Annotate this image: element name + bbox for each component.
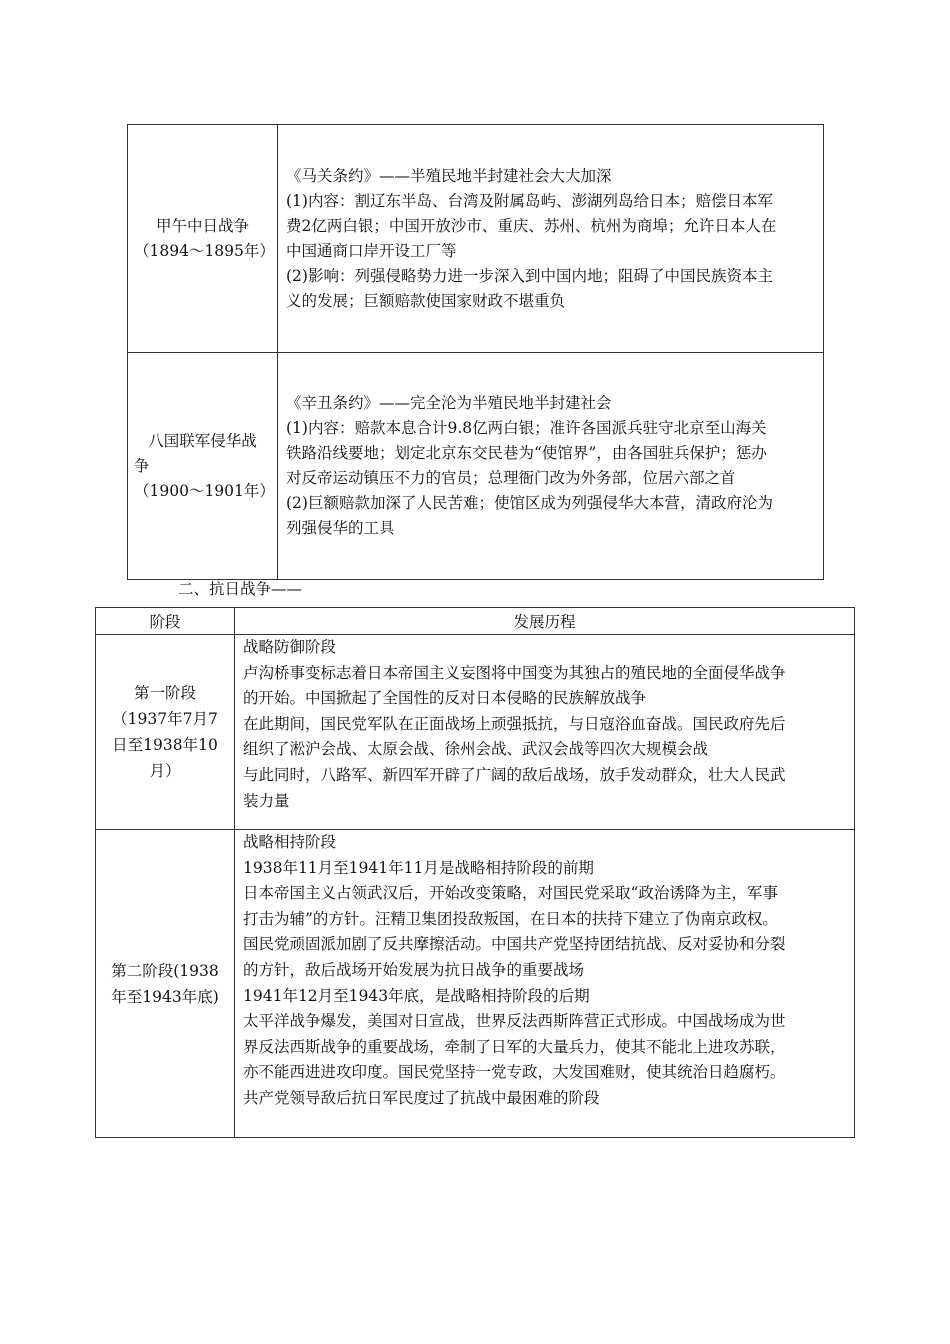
text-line: 的方针，敌后战场开始发展为抗日战争的重要战场 <box>243 960 585 979</box>
table-row <box>128 353 824 580</box>
text-line: 1938年11月至1941年11月是战略相持阶段的前期 <box>243 858 594 877</box>
stage-period: 月） <box>149 762 181 780</box>
table-row <box>128 125 824 353</box>
text-line: 共产党领导敌后抗日军民度过了抗战中最困难的阶段 <box>243 1088 600 1107</box>
text-line: 与此同时，八路军、新四军开辟了广阔的敌后战场，放手发动群众，壮大人民武 <box>243 765 786 784</box>
header-stage: 阶段 <box>96 608 235 635</box>
history-cell <box>235 635 855 830</box>
text-line: 铁路沿线要地；划定北京东交民巷为“使馆界”，由各国驻兵保护；惩办 <box>286 444 767 462</box>
text-line: 费2亿两白银；中国开放沙市、重庆、苏州、杭州为商埠；允许日本人在 <box>286 216 777 235</box>
war-treaty-cell <box>278 353 824 580</box>
text-line: 义的发展；巨额赔款使国家财政不堪重负 <box>286 291 566 310</box>
text-line: 组织了淞沪会战、太原会战、徐州会战、武汉会战等四次大规模会战 <box>243 740 709 759</box>
stage-name: 第二阶段(1938 <box>111 961 219 980</box>
text-line: 在此期间，国民党军队在正面战场上顽强抵抗，与日寇浴血奋战。国民政府先后 <box>243 714 786 733</box>
war-name-cell <box>128 353 278 580</box>
phase-title: 战略防御阶段 <box>243 638 337 656</box>
stage-period: 年至1943年底) <box>111 987 219 1006</box>
treaty-title: 《马关条约》——半殖民地半封建社会大大加深 <box>286 166 612 185</box>
phase-title: 战略相持阶段 <box>243 833 337 851</box>
history-cell <box>235 830 855 1138</box>
text-line: 亦不能西进进攻印度。国民党坚持一党专政，大发国难财，使其统治日趋腐朽。 <box>243 1063 786 1082</box>
text-line: 国民党顽固派加剧了反共摩擦活动。中国共产党坚持团结抗战、反对妥协和分裂 <box>243 935 786 954</box>
text-line: 打击为辅”的方针。汪精卫集团投敌叛国，在日本的扶持下建立了伪南京政权。 <box>243 909 778 928</box>
text-line: (2)巨额赔款加深了人民苦难；使馆区成为列强侵华大本营，清政府沦为 <box>286 494 773 512</box>
text-line: (2)影响：列强侵略势力进一步深入到中国内地；阻碍了中国民族资本主 <box>286 266 773 285</box>
resistance-table <box>95 607 855 1138</box>
text-line: 1941年12月至1943年底，是战略相持阶段的后期 <box>243 986 590 1005</box>
text-line: 日本帝国主义占领武汉后，开始改变策略，对国民党采取“政治诱降为主，军事 <box>243 884 778 903</box>
header-history: 发展历程 <box>235 608 855 635</box>
section-heading: 二、抗日战争—— <box>178 580 303 598</box>
text-line: 列强侵华的工具 <box>286 519 395 537</box>
war-name: 八国联军侵华战 <box>148 431 257 450</box>
stage-name: 第一阶段 <box>133 684 196 702</box>
table-row <box>96 830 855 1138</box>
text-line: 装力量 <box>243 791 290 810</box>
text-line: 对反帝运动镇压不力的官员；总理衙门改为外务部，位居六部之首 <box>286 469 736 487</box>
table-header-row <box>96 608 855 635</box>
text-line: 中国通商口岸开设工厂等 <box>286 241 457 260</box>
text-line: (1)内容：割辽东半岛、台湾及附属岛屿、澎湖列岛给日本；赔偿日本军 <box>286 191 773 210</box>
text-line: 的开始。中国掀起了全国性的反对日本侵略的民族解放战争 <box>243 689 647 708</box>
stage-period: （1937年7月7 <box>112 710 218 728</box>
stage-period: 日至1938年10 <box>112 736 218 754</box>
stage-cell <box>96 635 235 830</box>
text-line: 界反法西斯战争的重要战场，牵制了日军的大量兵力，使其不能北上进攻苏联， <box>243 1037 786 1056</box>
war-name-cell <box>128 125 278 353</box>
wars-table <box>127 124 824 580</box>
treaty-title: 《辛丑条约》——完全沦为半殖民地半封建社会 <box>286 394 612 412</box>
war-period: （1894～1895年） <box>134 241 275 260</box>
stage-cell <box>96 830 235 1138</box>
text-line: (1)内容：赔款本息合计9.8亿两白银；准许各国派兵驻守北京至山海关 <box>286 419 767 437</box>
table-row <box>96 635 855 830</box>
text-line: 太平洋战争爆发，美国对日宣战，世界反法西斯阵营正式形成。中国战场成为世 <box>243 1012 786 1031</box>
war-name-cont: 争 <box>134 456 150 475</box>
text-line: 卢沟桥事变标志着日本帝国主义妄图将中国变为其独占的殖民地的全面侵华战争 <box>243 663 786 682</box>
war-name: 甲午中日战争 <box>155 216 249 235</box>
war-period: （1900～1901年） <box>134 481 275 500</box>
war-treaty-cell <box>278 125 824 353</box>
